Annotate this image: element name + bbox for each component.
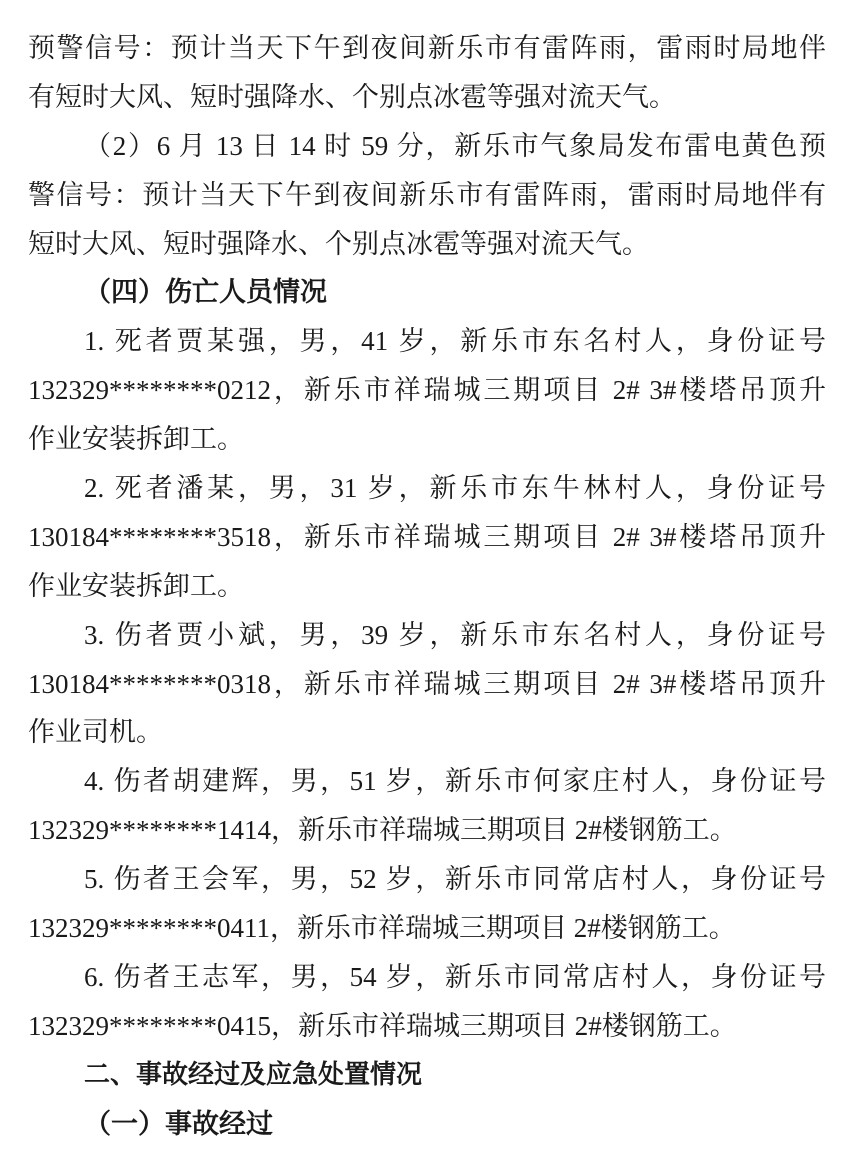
person-5 — [28, 855, 826, 953]
text-line: （2）6 月 13 日 14 时 59 分，新乐市气象局发布雷电黄色预 — [84, 130, 826, 161]
heading-section-2: 二、事故经过及应急处置情况 — [84, 1059, 423, 1090]
text-line: 短时大风、短时强降水、个别点冰雹等强对流天气。 — [28, 228, 649, 259]
text-line: 作业安装拆卸工。 — [28, 424, 244, 455]
text-line: 6. 伤者王志军，男，54 岁，新乐市同常店村人，身份证号 — [84, 961, 826, 992]
text-line: 作业安装拆卸工。 — [28, 570, 244, 601]
text-line: 130184********0318，新乐市祥瑞城三期项目 2# 3#楼塔吊顶升 — [28, 668, 826, 699]
text-line: 132329********0415，新乐市祥瑞城三期项目 2#楼钢筋工。 — [28, 1010, 737, 1041]
text-line: 5. 伤者王会军，男，52 岁，新乐市同常店村人，身份证号 — [84, 864, 826, 895]
text-line: 132329********0411，新乐市祥瑞城三期项目 2#楼钢筋工。 — [28, 913, 736, 944]
person-2 — [28, 464, 826, 611]
heading-accident: （一）事故经过 — [84, 1108, 273, 1139]
person-4 — [28, 757, 826, 855]
text-line: 1. 死者贾某强，男，41 岁，新乐市东名村人，身份证号 — [84, 326, 826, 357]
person-3 — [28, 611, 826, 758]
text-line: 4. 伤者胡建辉，男，51 岁，新乐市何家庄村人，身份证号 — [84, 766, 826, 797]
text-line: 132329********0212，新乐市祥瑞城三期项目 2# 3#楼塔吊顶升 — [28, 375, 826, 406]
text-line: 作业司机。 — [28, 717, 163, 748]
text-line: 预警信号：预计当天下午到夜间新乐市有雷阵雨，雷雨时局地伴 — [28, 33, 826, 63]
text-line: 130184********3518，新乐市祥瑞城三期项目 2# 3#楼塔吊顶升 — [28, 521, 826, 552]
person-6 — [28, 953, 826, 1051]
text-line: 警信号：预计当天下午到夜间新乐市有雷阵雨，雷雨时局地伴有 — [28, 179, 826, 210]
person-1 — [28, 317, 826, 464]
text-line: 3. 伤者贾小斌，男，39 岁，新乐市东名村人，身份证号 — [84, 619, 826, 650]
text-line: 2. 死者潘某，男，31 岁，新乐市东牛林村人，身份证号 — [84, 473, 826, 504]
heading-casualties: （四）伤亡人员情况 — [84, 277, 327, 308]
text-line: 有短时大风、短时强降水、个别点冰雹等强对流天气。 — [28, 81, 676, 112]
document-page — [28, 24, 826, 1148]
paragraph-warning-2 — [28, 122, 826, 269]
text-line: 132329********1414，新乐市祥瑞城三期项目 2#楼钢筋工。 — [28, 815, 737, 846]
paragraph-warning-1 — [28, 24, 826, 122]
